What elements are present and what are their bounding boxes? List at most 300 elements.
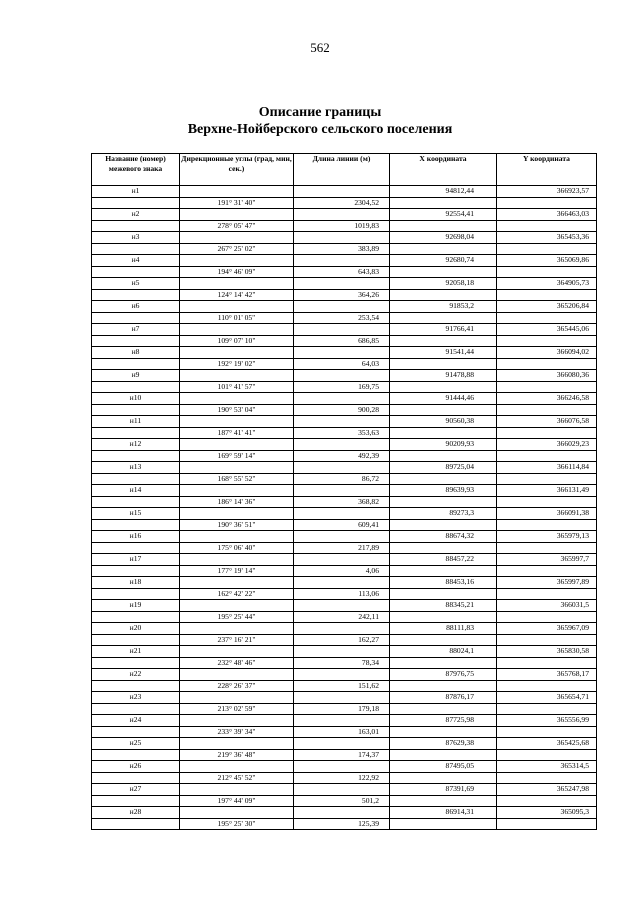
cell-name (92, 473, 180, 485)
cell-angle: 168° 55' 52" (180, 473, 294, 485)
header-x: X координата (390, 154, 497, 186)
header-angle: Дирекционные углы (град, мин, сек.) (180, 154, 294, 186)
cell-name: н1 (92, 186, 180, 198)
cell-x (390, 611, 497, 623)
cell-x (390, 312, 497, 324)
cell-x: 88457,22 (390, 554, 497, 566)
cell-name (92, 749, 180, 761)
cell-x (390, 726, 497, 738)
cell-length: 643,83 (294, 266, 390, 278)
cell-angle (180, 692, 294, 704)
table-row-segment (92, 404, 597, 416)
cell-length: 364,26 (294, 289, 390, 301)
cell-x: 88024,1 (390, 646, 497, 658)
cell-x: 87976,75 (390, 669, 497, 681)
cell-name: н8 (92, 347, 180, 359)
cell-name: н7 (92, 324, 180, 336)
cell-length: 4,06 (294, 565, 390, 577)
table-row-point (92, 669, 597, 681)
cell-x (390, 542, 497, 554)
cell-length (294, 692, 390, 704)
cell-length (294, 347, 390, 359)
cell-x: 91853,2 (390, 301, 497, 313)
cell-x: 91766,41 (390, 324, 497, 336)
cell-y (497, 795, 597, 807)
cell-angle: 124° 14' 42" (180, 289, 294, 301)
cell-angle: 232° 48' 46" (180, 657, 294, 669)
cell-y (497, 519, 597, 531)
cell-length: 609,41 (294, 519, 390, 531)
header-row (92, 154, 597, 186)
table-row-point (92, 600, 597, 612)
cell-name (92, 588, 180, 600)
cell-x (390, 427, 497, 439)
cell-y (497, 542, 597, 554)
table-row-point (92, 577, 597, 589)
cell-x (390, 266, 497, 278)
cell-y: 366076,58 (497, 416, 597, 428)
cell-angle (180, 255, 294, 267)
cell-length (294, 807, 390, 819)
cell-angle: 162° 42' 22" (180, 588, 294, 600)
cell-length (294, 715, 390, 727)
cell-x: 90560,38 (390, 416, 497, 428)
cell-length (294, 623, 390, 635)
table-row-segment (92, 427, 597, 439)
cell-angle (180, 278, 294, 290)
cell-y: 366131,49 (497, 485, 597, 497)
cell-y (497, 266, 597, 278)
cell-y (497, 496, 597, 508)
cell-angle: 191° 31' 40" (180, 197, 294, 209)
table-row-segment (92, 197, 597, 209)
cell-name (92, 427, 180, 439)
cell-angle: 228° 26' 37" (180, 680, 294, 692)
cell-name (92, 243, 180, 255)
table-row-segment (92, 703, 597, 715)
cell-name: н17 (92, 554, 180, 566)
cell-x (390, 243, 497, 255)
cell-name (92, 220, 180, 232)
cell-length (294, 531, 390, 543)
table-row-point (92, 370, 597, 382)
cell-x (390, 703, 497, 715)
cell-name: н21 (92, 646, 180, 658)
table-row-point (92, 255, 597, 267)
cell-angle (180, 715, 294, 727)
cell-x (390, 818, 497, 830)
cell-length (294, 738, 390, 750)
cell-x (390, 404, 497, 416)
cell-angle: 213° 02' 59" (180, 703, 294, 715)
cell-angle: 110° 01' 05" (180, 312, 294, 324)
cell-angle (180, 301, 294, 313)
cell-name (92, 726, 180, 738)
cell-length (294, 209, 390, 221)
table-row-point (92, 784, 597, 796)
table-row-point (92, 485, 597, 497)
cell-length (294, 485, 390, 497)
cell-x: 89273,3 (390, 508, 497, 520)
cell-length (294, 669, 390, 681)
cell-y (497, 772, 597, 784)
cell-y: 365314,5 (497, 761, 597, 773)
cell-name (92, 680, 180, 692)
table-row-segment (92, 749, 597, 761)
cell-angle (180, 600, 294, 612)
cell-length: 686,85 (294, 335, 390, 347)
cell-name (92, 657, 180, 669)
cell-angle (180, 439, 294, 451)
cell-y: 365997,89 (497, 577, 597, 589)
table-row-point (92, 232, 597, 244)
table-row-point (92, 209, 597, 221)
cell-x: 91541,44 (390, 347, 497, 359)
cell-name: н27 (92, 784, 180, 796)
cell-angle (180, 738, 294, 750)
table-row-point (92, 531, 597, 543)
cell-angle: 212° 45' 52" (180, 772, 294, 784)
cell-name (92, 450, 180, 462)
cell-y: 365830,58 (497, 646, 597, 658)
cell-length: 900,28 (294, 404, 390, 416)
cell-name: н22 (92, 669, 180, 681)
cell-y (497, 358, 597, 370)
table-row-segment (92, 772, 597, 784)
cell-name (92, 266, 180, 278)
cell-angle (180, 807, 294, 819)
cell-x (390, 565, 497, 577)
cell-length: 368,82 (294, 496, 390, 508)
title-line-1: Описание границы (258, 105, 382, 120)
table-row-segment (92, 680, 597, 692)
cell-length: 113,06 (294, 588, 390, 600)
cell-name (92, 404, 180, 416)
cell-name: н23 (92, 692, 180, 704)
cell-name (92, 565, 180, 577)
title-line-2: Верхне-Нойберского сельского поселения (187, 122, 453, 137)
cell-x: 89639,93 (390, 485, 497, 497)
cell-angle (180, 508, 294, 520)
cell-y (497, 703, 597, 715)
cell-x: 87495,05 (390, 761, 497, 773)
cell-length (294, 508, 390, 520)
cell-x: 90209,93 (390, 439, 497, 451)
cell-x (390, 473, 497, 485)
table-row-segment (92, 542, 597, 554)
cell-name (92, 795, 180, 807)
cell-y: 365425,68 (497, 738, 597, 750)
cell-length: 2304,52 (294, 197, 390, 209)
table-row-point (92, 462, 597, 474)
cell-y: 366463,03 (497, 209, 597, 221)
cell-y (497, 289, 597, 301)
cell-angle: 195° 25' 30" (180, 818, 294, 830)
cell-name: н19 (92, 600, 180, 612)
cell-angle: 177° 19' 14" (180, 565, 294, 577)
table-row-segment (92, 496, 597, 508)
cell-name (92, 335, 180, 347)
cell-name: н3 (92, 232, 180, 244)
cell-name: н24 (92, 715, 180, 727)
cell-length: 64,03 (294, 358, 390, 370)
cell-angle (180, 669, 294, 681)
cell-length (294, 370, 390, 382)
cell-x (390, 335, 497, 347)
cell-y: 365997,7 (497, 554, 597, 566)
cell-angle: 186° 14' 36" (180, 496, 294, 508)
table-row-point (92, 508, 597, 520)
cell-angle (180, 370, 294, 382)
cell-y (497, 427, 597, 439)
cell-length: 383,89 (294, 243, 390, 255)
header-y: Y координата (497, 154, 597, 186)
cell-y (497, 450, 597, 462)
cell-length (294, 784, 390, 796)
cell-x: 88453,16 (390, 577, 497, 589)
cell-x (390, 220, 497, 232)
cell-x (390, 358, 497, 370)
cell-x (390, 289, 497, 301)
cell-name: н2 (92, 209, 180, 221)
cell-angle: 233° 39' 34" (180, 726, 294, 738)
cell-angle: 187° 41' 41" (180, 427, 294, 439)
table-row-point (92, 761, 597, 773)
table-row-segment (92, 818, 597, 830)
cell-angle: 192° 19' 02" (180, 358, 294, 370)
table-row-point (92, 715, 597, 727)
cell-length: 125,39 (294, 818, 390, 830)
table-row-point (92, 393, 597, 405)
cell-angle (180, 462, 294, 474)
cell-name (92, 634, 180, 646)
cell-x (390, 749, 497, 761)
cell-y: 365206,84 (497, 301, 597, 313)
cell-y: 366094,02 (497, 347, 597, 359)
cell-x: 92698,04 (390, 232, 497, 244)
cell-length: 242,11 (294, 611, 390, 623)
cell-x: 87391,69 (390, 784, 497, 796)
table-row-segment (92, 243, 597, 255)
cell-length (294, 301, 390, 313)
cell-y (497, 381, 597, 393)
cell-length: 179,18 (294, 703, 390, 715)
cell-angle: 197° 44' 09" (180, 795, 294, 807)
cell-name: н13 (92, 462, 180, 474)
cell-x (390, 381, 497, 393)
cell-y: 365979,13 (497, 531, 597, 543)
cell-length: 353,63 (294, 427, 390, 439)
cell-name (92, 542, 180, 554)
cell-name: н18 (92, 577, 180, 589)
cell-y (497, 220, 597, 232)
cell-x (390, 680, 497, 692)
table-row-segment (92, 611, 597, 623)
cell-name (92, 772, 180, 784)
cell-length (294, 462, 390, 474)
cell-y: 366246,58 (497, 393, 597, 405)
table-row-point (92, 439, 597, 451)
table-row-point (92, 738, 597, 750)
table-row-segment (92, 266, 597, 278)
cell-y: 365445,06 (497, 324, 597, 336)
cell-x (390, 634, 497, 646)
cell-angle (180, 531, 294, 543)
cell-x: 94812,44 (390, 186, 497, 198)
header-length: Длина линии (м) (294, 154, 390, 186)
cell-name: н28 (92, 807, 180, 819)
table-row-segment (92, 588, 597, 600)
cell-name (92, 611, 180, 623)
cell-x (390, 772, 497, 784)
page-number: 562 (310, 40, 330, 55)
cell-x (390, 496, 497, 508)
cell-angle: 101° 41' 57" (180, 381, 294, 393)
cell-y (497, 749, 597, 761)
cell-x: 92554,41 (390, 209, 497, 221)
cell-y (497, 588, 597, 600)
cell-name: н26 (92, 761, 180, 773)
table-row-point (92, 692, 597, 704)
table-row-segment (92, 657, 597, 669)
cell-name: н10 (92, 393, 180, 405)
cell-y: 366114,84 (497, 462, 597, 474)
table-row-point (92, 347, 597, 359)
table-row-segment (92, 335, 597, 347)
cell-y (497, 680, 597, 692)
cell-angle (180, 232, 294, 244)
cell-angle (180, 324, 294, 336)
table-row-point (92, 646, 597, 658)
cell-length (294, 393, 390, 405)
table-header (92, 154, 597, 186)
table-row-segment (92, 220, 597, 232)
cell-length (294, 232, 390, 244)
cell-x: 87629,38 (390, 738, 497, 750)
cell-length (294, 761, 390, 773)
cell-length: 163,01 (294, 726, 390, 738)
cell-name: н20 (92, 623, 180, 635)
cell-y: 365967,09 (497, 623, 597, 635)
cell-length (294, 600, 390, 612)
cell-y: 366923,57 (497, 186, 597, 198)
cell-length (294, 439, 390, 451)
cell-length: 217,89 (294, 542, 390, 554)
cell-y: 365654,71 (497, 692, 597, 704)
cell-y: 366031,5 (497, 600, 597, 612)
cell-y: 365069,86 (497, 255, 597, 267)
cell-length: 253,54 (294, 312, 390, 324)
header-name: Название (номер) межевого знака (92, 154, 180, 186)
table-row-segment (92, 312, 597, 324)
cell-x (390, 197, 497, 209)
cell-length (294, 646, 390, 658)
cell-y: 365095,3 (497, 807, 597, 819)
cell-name: н5 (92, 278, 180, 290)
cell-y (497, 565, 597, 577)
cell-x (390, 588, 497, 600)
cell-angle (180, 186, 294, 198)
cell-length: 86,72 (294, 473, 390, 485)
cell-y (497, 312, 597, 324)
cell-angle: 267° 25' 02" (180, 243, 294, 255)
cell-name (92, 496, 180, 508)
cell-angle (180, 554, 294, 566)
cell-y (497, 473, 597, 485)
cell-x: 86914,31 (390, 807, 497, 819)
table-body (92, 186, 597, 830)
cell-angle (180, 577, 294, 589)
cell-name: н15 (92, 508, 180, 520)
cell-y (497, 818, 597, 830)
cell-length: 78,34 (294, 657, 390, 669)
table-row-segment (92, 519, 597, 531)
cell-y (497, 197, 597, 209)
table-row-segment (92, 450, 597, 462)
table-row-point (92, 416, 597, 428)
cell-length (294, 577, 390, 589)
cell-angle: 194° 46' 09" (180, 266, 294, 278)
boundary-table (91, 153, 597, 830)
cell-y: 366080,36 (497, 370, 597, 382)
cell-angle (180, 646, 294, 658)
table-row-segment (92, 565, 597, 577)
table-row-point (92, 807, 597, 819)
cell-y: 364905,73 (497, 278, 597, 290)
cell-x (390, 450, 497, 462)
table-row-point (92, 324, 597, 336)
cell-angle (180, 623, 294, 635)
cell-name (92, 519, 180, 531)
cell-length (294, 324, 390, 336)
table-row-segment (92, 726, 597, 738)
cell-y: 365247,98 (497, 784, 597, 796)
cell-angle: 237° 16' 21" (180, 634, 294, 646)
cell-length (294, 255, 390, 267)
table-row-point (92, 186, 597, 198)
cell-x: 87725,98 (390, 715, 497, 727)
cell-name (92, 289, 180, 301)
cell-name (92, 381, 180, 393)
cell-x: 88345,21 (390, 600, 497, 612)
cell-name (92, 197, 180, 209)
table-row-segment (92, 358, 597, 370)
cell-y (497, 726, 597, 738)
cell-angle (180, 347, 294, 359)
table-row-segment (92, 795, 597, 807)
cell-angle (180, 393, 294, 405)
cell-length: 501,2 (294, 795, 390, 807)
cell-length: 1019,83 (294, 220, 390, 232)
cell-x: 91444,46 (390, 393, 497, 405)
cell-length: 169,75 (294, 381, 390, 393)
table-row-point (92, 278, 597, 290)
cell-name (92, 312, 180, 324)
cell-x (390, 795, 497, 807)
cell-length (294, 186, 390, 198)
cell-x: 91478,88 (390, 370, 497, 382)
cell-name: н4 (92, 255, 180, 267)
cell-x: 88111,83 (390, 623, 497, 635)
cell-length: 492,39 (294, 450, 390, 462)
cell-length (294, 554, 390, 566)
table-row-point (92, 623, 597, 635)
cell-length (294, 416, 390, 428)
cell-length (294, 278, 390, 290)
cell-name: н12 (92, 439, 180, 451)
cell-y (497, 243, 597, 255)
cell-angle: 278° 05' 47" (180, 220, 294, 232)
